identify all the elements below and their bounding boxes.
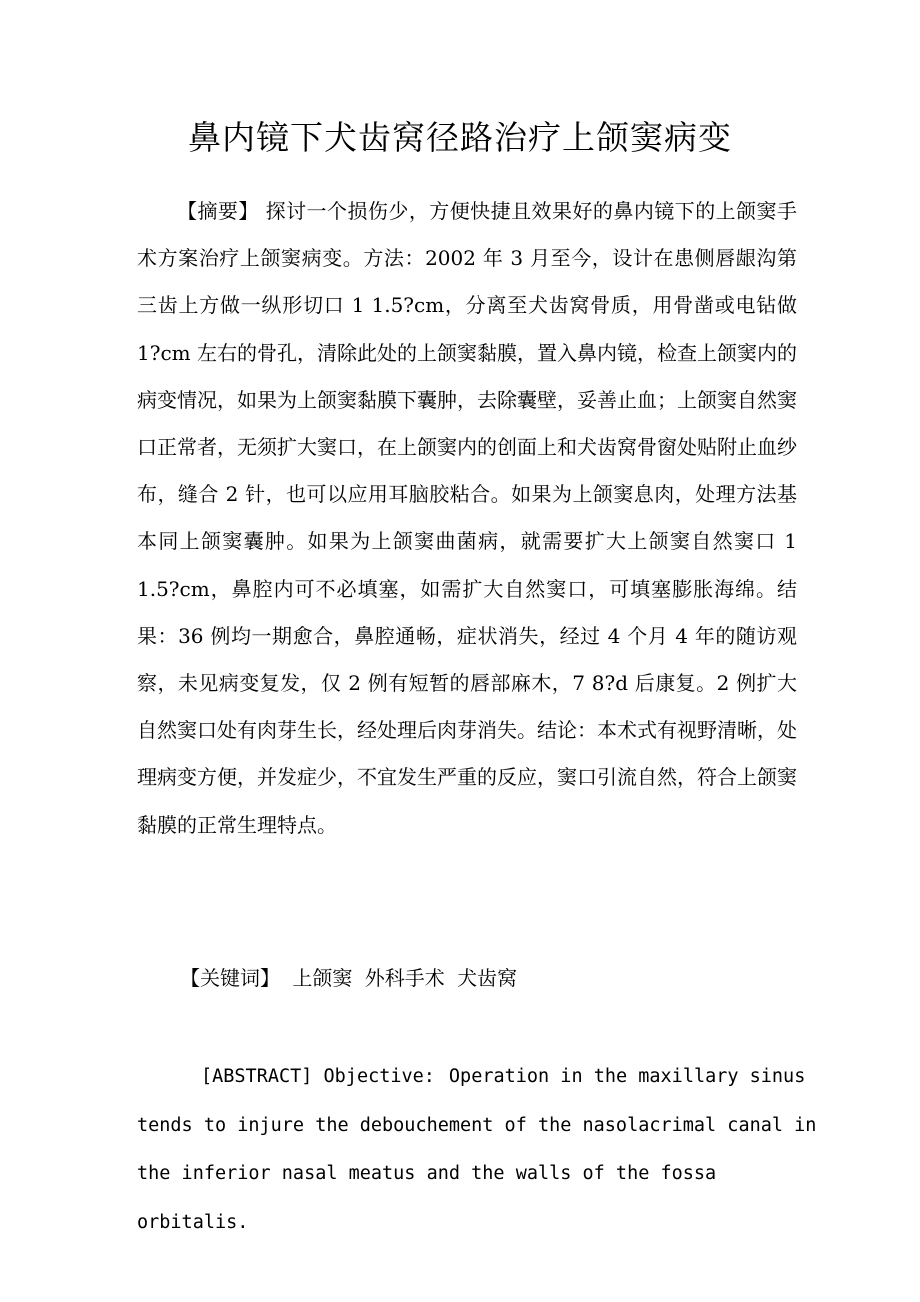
english-abstract-body: Operation in the maxillary sinus tends to injure the debouchement of the nasolacrimal canal in the inferior nasal meatus and the walls of the fossa orbitalis. [137, 1066, 817, 1233]
keyword-item: 犬齿窝 [457, 966, 518, 990]
objective-label: Objective: [323, 1066, 435, 1087]
abstract-body: 探讨一个损伤少，方便快捷且效果好的鼻内镜下的上颌窦手术方案治疗上颌窦病变。方法：2002 年 3 月至今，设计在患侧唇龈沟第三齿上方做一纵形切口 1 1.5?cm，分离至犬齿窝骨质，用骨凿或电钻做 1?cm 左右的骨孔，清除此处的上颌窦黏膜，置入鼻内镜，检查上颌窦内的病变情况，如果为上颌窦黏膜下囊肿，去除囊壁，妥善止血；上颌窦自然窦口正常者，无须扩大窦口，在上颌窦内的创面上和犬齿窝骨窗处贴附止血纱布，缝合 2 针，也可以应用耳脑胶粘合。如果为上颌窦息肉，处理方法基本同上颌窦囊肿。如果为上颌窦曲菌病，就需要扩大上颌窦自然窦口 1 1.5?cm，鼻腔内可不必填塞，如需扩大自然窦口，可填塞膨胀海绵。结果：36 例均一期愈合，鼻腔通畅，症状消失，经过 4 个月 4 年的随访观察，未见病变复发，仅 2 例有短暂的唇部麻木，7 8?d 后康复。2 例扩大自然窦口处有肉芽生长，经处理后肉芽消失。结论：本术式有视野清晰，处理病变方便，并发症少，不宜发生严重的反应，窦口引流自然，符合上颌窦黏膜的正常生理特点。 [137, 199, 798, 837]
english-abstract-label: [ABSTRACT] [201, 1066, 313, 1087]
keywords-label: 【关键词】 [180, 966, 280, 990]
page-title: 鼻内镜下犬齿窝径路治疗上颌窦病变 [188, 118, 732, 157]
english-abstract [137, 1053, 817, 1247]
keyword-item: 上颌窦 [292, 966, 353, 990]
chinese-abstract [137, 188, 797, 849]
keywords-line [180, 955, 800, 1002]
keyword-item: 外科手术 [364, 966, 445, 990]
abstract-label: 【摘要】 [177, 199, 259, 223]
